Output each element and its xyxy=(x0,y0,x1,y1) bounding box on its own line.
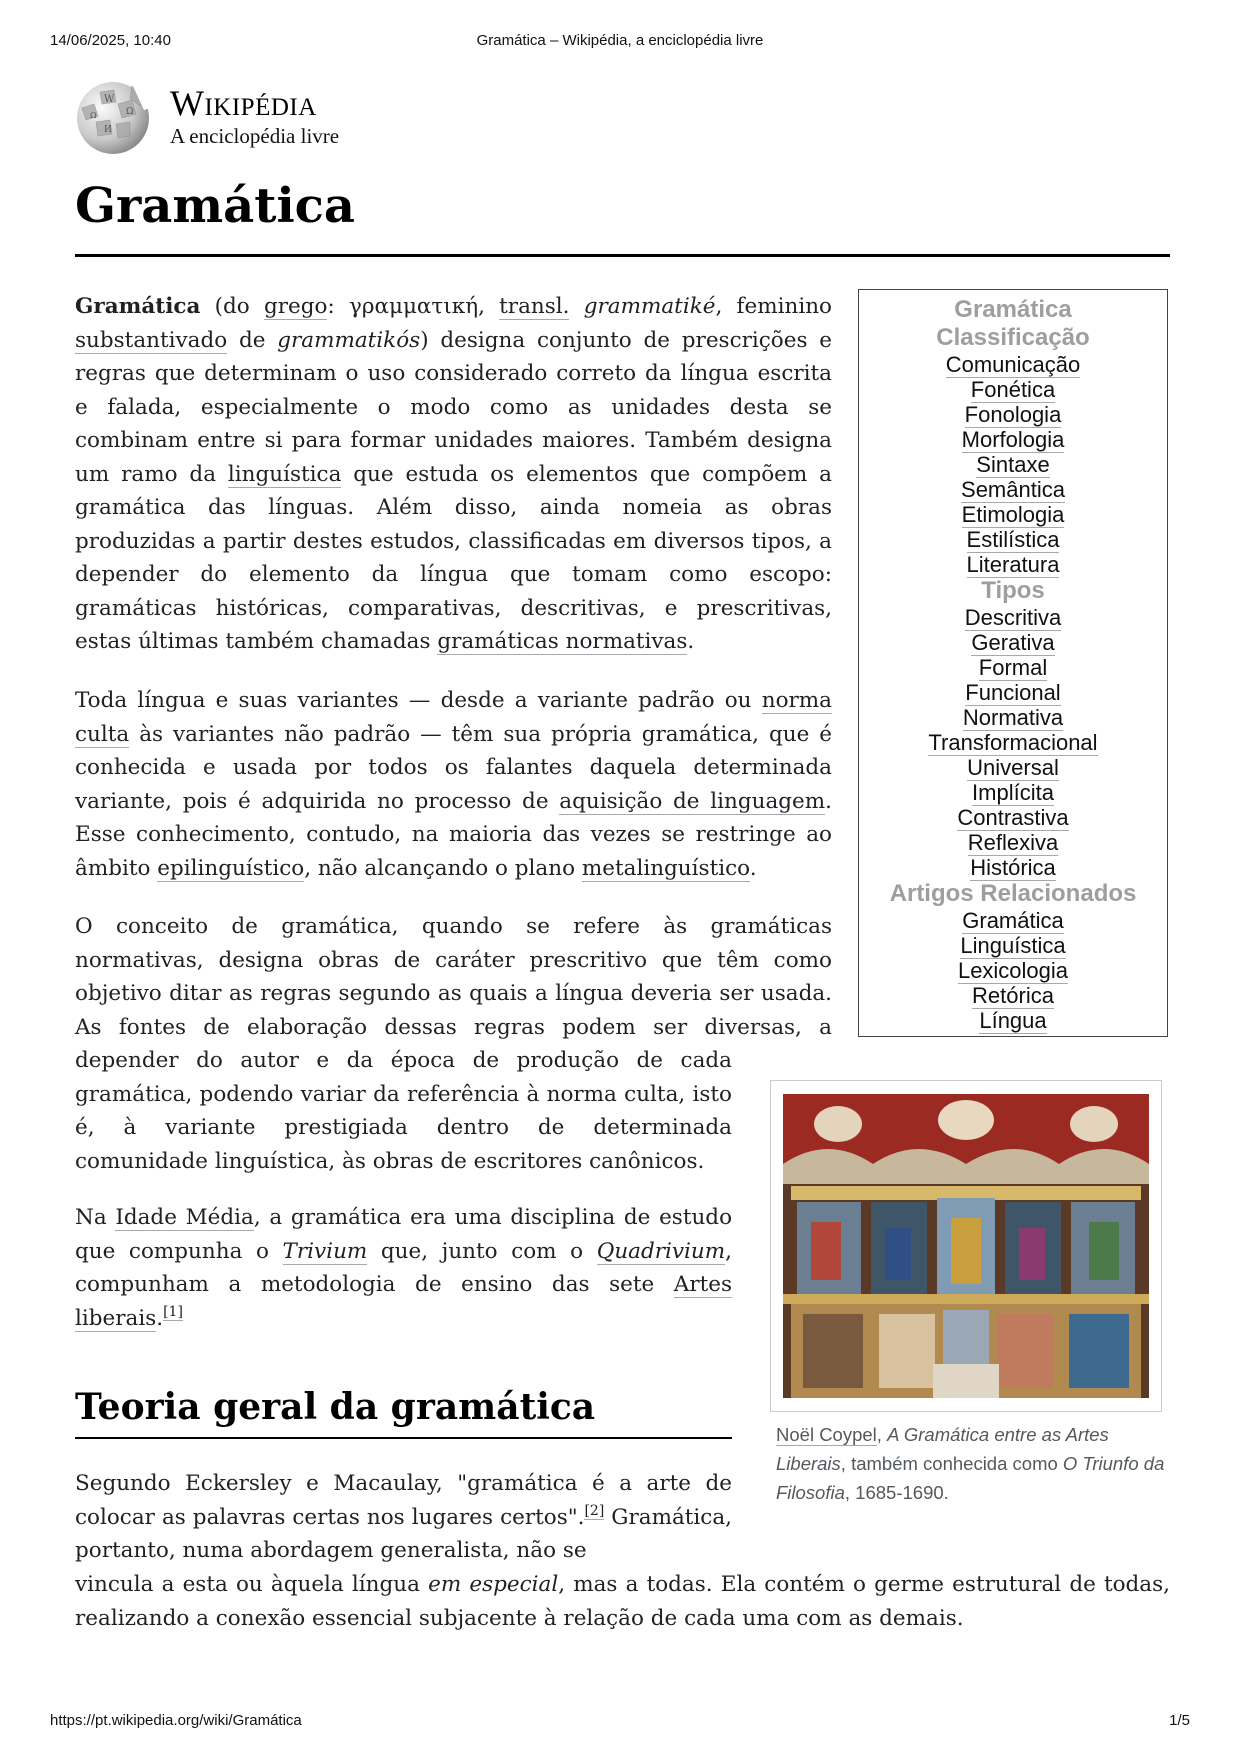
link-substantivado[interactable]: substantivado xyxy=(75,327,228,353)
infobox-link-lexicologia[interactable] xyxy=(859,958,1167,983)
infobox-link-label: Lexicologia xyxy=(957,958,1069,983)
infobox-link-gerativa[interactable] xyxy=(859,630,1167,655)
italic-term: O Triunfo da Filosofia xyxy=(776,1453,1165,1503)
figure-caption xyxy=(776,1420,1166,1507)
text: às variantes não padrão — têm sua própria gramática, que é conhecida e usada por todos os falantes daquela determinada variante, pois é adquirida no processo de xyxy=(75,721,832,814)
print-url: https://pt.wikipedia.org/wiki/Gramática xyxy=(50,1712,302,1729)
text: , xyxy=(876,1424,888,1445)
infobox-link-comunicacao[interactable] xyxy=(859,352,1167,377)
paragraph-conceito: O conceito de gramática, quando se refere às gramáticas normativas, designa obras de caráter prescritivo que têm como objetivo ditar as regras segundo as quais a língua deveria ser usada. As fontes de elaboração dessas regras podem ser diversas, a xyxy=(75,914,832,1040)
section-heading-teoria: Teoria geral da gramática xyxy=(75,1386,596,1428)
link-norma-culta[interactable]: norma culta xyxy=(75,688,832,747)
text: Segundo Eckersley e Macaulay, "gramática é a arte de colocar as palavras certas nos lugares certos". xyxy=(75,1471,732,1530)
reference-link-1[interactable]: [1] xyxy=(163,1304,183,1321)
text: . xyxy=(687,629,695,654)
link-grego[interactable]: grego xyxy=(264,294,328,319)
infobox-link-reflexiva[interactable] xyxy=(859,830,1167,855)
intro-paragraph xyxy=(75,290,832,659)
wikipedia-tagline: A enciclopédia livre xyxy=(170,124,340,148)
infobox-link-label: Gramática xyxy=(962,908,1064,933)
infobox-section-heading: Classificação xyxy=(936,324,1090,351)
painting-image xyxy=(783,1094,1149,1398)
text: Na xyxy=(75,1205,116,1230)
infobox-link-label: Contrastiva xyxy=(957,805,1069,830)
infobox-link-descritiva[interactable] xyxy=(859,605,1167,630)
infobox-link-label: Histórica xyxy=(970,855,1056,880)
text: , mas a todas. Ela contém o germe estrutural de todas, realizando a conexão essencial subjacente à relação de cada uma com as demais. xyxy=(75,1572,1170,1631)
text xyxy=(569,294,583,319)
text: vincula a esta ou àquela língua xyxy=(75,1572,429,1597)
infobox-link-funcional[interactable] xyxy=(859,680,1167,705)
text: , feminino xyxy=(715,294,832,319)
paragraph-teoria-cont xyxy=(75,1568,1170,1635)
infobox-link-etimologia[interactable] xyxy=(859,502,1167,527)
link-transl[interactable]: transl. xyxy=(499,294,570,319)
infobox-link-fonologia[interactable] xyxy=(859,402,1167,427)
infobox-link-normativa[interactable] xyxy=(859,705,1167,730)
section-divider xyxy=(75,1437,732,1439)
infobox-link-label: Transformacional xyxy=(928,730,1098,755)
reference-link-2[interactable]: [2] xyxy=(584,1503,605,1520)
infobox-link-label: Literatura xyxy=(966,552,1060,577)
title-divider xyxy=(75,254,1170,257)
paragraph-idade-media xyxy=(75,1201,732,1335)
infobox-link-label: Fonética xyxy=(970,377,1056,402)
infobox-link-label: Funcional xyxy=(965,680,1061,705)
painting-image-frame[interactable] xyxy=(770,1080,1162,1412)
infobox-link-formal[interactable] xyxy=(859,655,1167,680)
text: , 1685-1690. xyxy=(844,1482,949,1503)
link-idade-media[interactable]: Idade Média xyxy=(115,1205,254,1230)
wikipedia-wordmark: Wikipédia xyxy=(170,83,317,123)
infobox-link-linguistica[interactable] xyxy=(859,933,1167,958)
text: . xyxy=(156,1305,164,1331)
infobox-link-universal[interactable] xyxy=(859,755,1167,780)
link-gramaticas-normativas[interactable]: gramáticas normativas xyxy=(437,629,688,654)
italic-term: Trivium xyxy=(282,1238,368,1264)
infobox-link-label: Formal xyxy=(978,655,1048,680)
bold-term: Gramática xyxy=(75,294,201,319)
text: de xyxy=(227,327,278,353)
infobox-link-label: Etimologia xyxy=(961,502,1065,527)
infobox-link-implicita[interactable] xyxy=(859,780,1167,805)
infobox-link-gramatica[interactable] xyxy=(859,908,1167,933)
infobox-link-historica[interactable] xyxy=(859,855,1167,880)
text: , também conhecida como xyxy=(840,1453,1063,1474)
text: , não alcançando o plano xyxy=(304,855,582,881)
link-trivium[interactable] xyxy=(283,1239,368,1265)
svg-text:Ω: Ω xyxy=(90,111,97,120)
text: , compunham a metodologia de ensino das sete xyxy=(75,1238,732,1297)
link-aquisicao-de-linguagem[interactable]: aquisição de linguagem xyxy=(559,788,826,814)
infobox-link-label: Estilística xyxy=(966,527,1060,552)
infobox-link-estilistica[interactable] xyxy=(859,527,1167,552)
infobox-link-label: Descritiva xyxy=(964,605,1062,630)
infobox-link-semantica[interactable] xyxy=(859,477,1167,502)
text: (do xyxy=(200,294,264,319)
text: que estuda os elementos que compõem a gramática das línguas. Além disso, ainda nomeia as obras produzidas a partir destes estudos, classificadas em diversos tipos, a depender do elemento da língua que tomam como escopo: gramáticas históricas, comparativas, descritivas, e prescritivas, estas últimas também chamadas xyxy=(75,461,832,654)
italic-term: A Gramática entre as Artes Liberais xyxy=(776,1424,1109,1474)
print-page-number: 1/5 xyxy=(1169,1712,1190,1729)
infobox-link-label: Morfologia xyxy=(961,427,1065,452)
link-metalinguistico[interactable]: metalinguístico xyxy=(581,855,750,881)
infobox-link-label: Normativa xyxy=(962,705,1064,730)
infobox-link-label: Comunicação xyxy=(945,352,1081,377)
link-linguistica[interactable]: linguística xyxy=(227,461,342,487)
infobox-link-label: Sintaxe xyxy=(976,452,1050,477)
infobox-link-label: Linguística xyxy=(960,933,1066,958)
infobox-link-label: Implícita xyxy=(972,780,1054,805)
infobox-navigation xyxy=(858,289,1168,1037)
infobox-link-label: Retórica xyxy=(972,983,1054,1008)
link-noel-coypel[interactable]: Noël Coypel xyxy=(776,1424,877,1445)
infobox-link-sintaxe[interactable] xyxy=(859,452,1167,477)
italic-term: grammatiké xyxy=(583,294,716,319)
infobox-title: Gramática xyxy=(954,296,1072,323)
page-title: Gramática xyxy=(75,178,356,234)
svg-text:Ω: Ω xyxy=(126,107,134,117)
infobox-link-label: Semântica xyxy=(961,477,1065,502)
infobox-link-label: Universal xyxy=(967,755,1059,780)
wikipedia-logo[interactable] xyxy=(74,76,364,156)
paragraph-conceito-cont: depender do autor e da época de produção de cada gramática, podendo variar da referência à norma culta, isto é, à variante prestigiada dentro de determinada comunidade linguística, às obras de escritores canônicos. xyxy=(75,1048,732,1174)
link-epilinguistico[interactable]: epilinguístico xyxy=(157,855,305,881)
infobox-link-lingua[interactable] xyxy=(859,1008,1167,1033)
print-document-title: Gramática – Wikipédia, a enciclopédia livre xyxy=(476,32,764,49)
svg-text:W: W xyxy=(104,94,115,105)
text: : γραμματική, xyxy=(327,294,500,319)
italic-term: em especial xyxy=(428,1572,559,1597)
italic-term: grammatikós xyxy=(277,327,421,353)
svg-text:И: И xyxy=(104,125,112,135)
text: que, junto com o xyxy=(367,1238,597,1264)
infobox-section-heading: Tipos xyxy=(981,577,1045,604)
text: ) designa conjunto de prescrições e regras que determinam o uso considerado correto da língua escrita e falada, especialmente o modo como as unidades desta se combinam entre si para formar unidades maiores. Também designa um ramo da xyxy=(75,327,833,487)
italic-term: Quadrivium xyxy=(596,1238,726,1264)
infobox-link-morfologia[interactable] xyxy=(859,427,1167,452)
infobox-link-retorica[interactable] xyxy=(859,983,1167,1008)
text: . xyxy=(749,855,757,881)
infobox-section-heading: Artigos Relacionados xyxy=(889,880,1137,907)
infobox-link-label: Gerativa xyxy=(971,630,1055,655)
paragraph-variantes xyxy=(75,684,832,885)
infobox-link-label: Língua xyxy=(979,1008,1047,1033)
text: Gramática, portanto, numa abordagem generalista, não se xyxy=(75,1504,732,1563)
link-quadrivium[interactable] xyxy=(597,1239,725,1265)
text: Toda língua e suas variantes — desde a variante padrão ou xyxy=(75,688,762,713)
infobox-link-label: Fonologia xyxy=(964,402,1062,427)
infobox-link-fonetica[interactable] xyxy=(859,377,1167,402)
print-datetime: 14/06/2025, 10:40 xyxy=(50,32,171,49)
infobox-link-contrastiva[interactable] xyxy=(859,805,1167,830)
infobox-link-literatura[interactable] xyxy=(859,552,1167,577)
text: . Esse conhecimento, contudo, na maioria das vezes se restringe ao âmbito xyxy=(75,788,832,881)
infobox-link-transformacional[interactable] xyxy=(859,730,1167,755)
text: , a gramática era uma disciplina de estudo que compunha o xyxy=(75,1205,733,1264)
figure-coypel xyxy=(770,1080,1170,1507)
infobox-link-label: Reflexiva xyxy=(967,830,1059,855)
link-artes-liberais[interactable]: Artes liberais xyxy=(75,1272,732,1331)
wikipedia-globe-icon xyxy=(74,78,152,156)
paragraph-teoria xyxy=(75,1467,732,1568)
